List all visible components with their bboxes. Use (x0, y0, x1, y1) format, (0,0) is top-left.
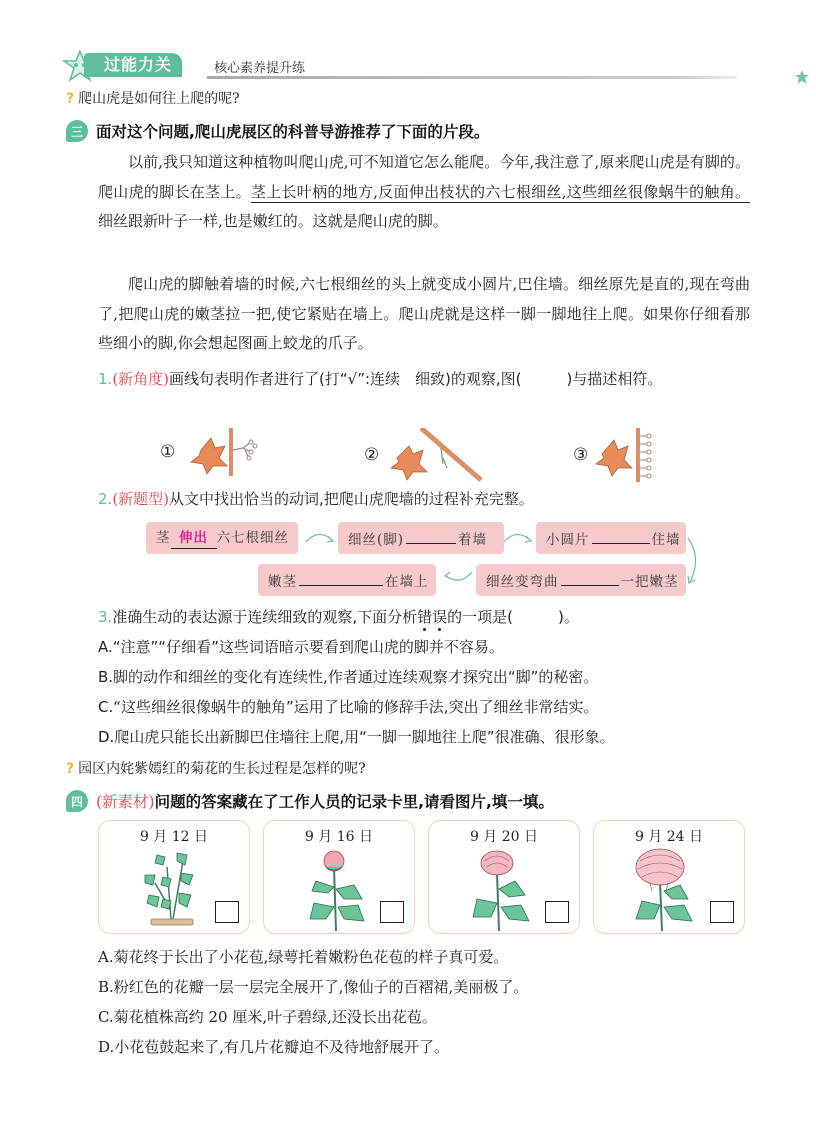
record-card (593, 820, 745, 934)
guiding-question-text: 爬山虎是如何往上爬的呢? (78, 91, 240, 107)
option-b[interactable]: B.脚的动作和细丝的变化有连续性,作者通过连续观察才探究出“脚”的秘密。 (98, 668, 599, 686)
chrysanthemum-bud-icon (292, 847, 382, 931)
flow-text: 嫩茎 (268, 574, 297, 590)
passage-text: 以前,我只知道这种植物叫爬山虎,可不知道它怎么能爬。今年,我注意了,原来爬山虎是有脚的。爬山虎的脚长在茎上。 (98, 153, 750, 201)
question-text: 的一项是( )。 (447, 608, 579, 626)
ivy-leaf-branching-tendril-icon (181, 428, 271, 476)
question-tag: (新角度) (112, 370, 170, 388)
question-tag: (新题型) (112, 490, 170, 508)
record-card (98, 820, 250, 934)
section-3-title: 面对这个问题,爬山虎展区的科普导游推荐了下面的片段。 (96, 123, 490, 141)
passage-paragraph-2: 爬山虎的脚触着墙的时候,六七根细丝的头上就变成小圆片,巴住墙。细丝原先是直的,现在弯曲了,把爬山虎的嫩茎拉一把,使它紧贴在墙上。爬山虎就是这样一脚一脚地往上爬。如果你仔细看那些细小的脚,你会想起图画上蛟龙的爪子。 (98, 275, 750, 352)
emphasis-char: 错 (417, 608, 433, 626)
option-c: C.菊花植株高约 20 厘米,叶子碧绿,还没长出花苞。 (98, 1008, 437, 1026)
figure-label: ① (160, 442, 176, 462)
ivy-leaf-angled-stem-icon (385, 428, 485, 482)
flow-answer-blank[interactable] (561, 564, 619, 586)
passage-text: 细丝跟新叶子一样,也是嫩红的。这就是爬山虎的脚。 (98, 212, 448, 230)
flow-text: 六七根细丝 (216, 530, 289, 546)
underlined-sentence: 茎上长叶柄的地方,反面伸出枝状的六七根细丝,这些细丝很像蜗牛的触角。 (250, 182, 750, 201)
flow-text: 着墙 (458, 532, 488, 548)
answer-box[interactable] (215, 901, 239, 923)
question-mark-icon: ? (66, 91, 75, 107)
flow-answer-blank[interactable] (299, 564, 383, 586)
flow-step-3 (536, 522, 686, 554)
passage-paragraph-1 (98, 148, 750, 237)
flow-text: 住墙 (651, 532, 681, 548)
figure-label: ② (364, 445, 380, 465)
figure-3[interactable] (573, 428, 664, 482)
section-number-icon: 四 (66, 790, 88, 812)
record-card (428, 820, 580, 934)
emphasis-char: 误 (432, 608, 448, 626)
card-date: 9 月 20 日 (469, 829, 539, 845)
section-4-options (98, 942, 758, 1062)
flow-step-4 (476, 564, 686, 596)
question-text: 画线句表明作者进行了(打“√”:连续 细致)的观察,图( )与描述相符。 (169, 370, 663, 388)
option-c[interactable]: C.“这些细丝很像蜗牛的触角”运用了比喻的修辞手法,突出了细丝非常结实。 (98, 698, 599, 716)
question-number: 3. (98, 608, 113, 626)
question-2 (98, 484, 753, 514)
header-divider (207, 76, 737, 79)
flow-answer-blank[interactable] (406, 522, 456, 544)
chrysanthemum-full-bloom-icon (622, 847, 712, 931)
question-text: 从文中找出恰当的动词,把爬山虎爬墙的过程补充完整。 (169, 490, 534, 508)
arrow-right-icon (304, 528, 338, 546)
section-3-heading (66, 120, 489, 142)
figure-2[interactable] (364, 428, 485, 482)
guiding-question-text: 园区内姹紫嫣红的菊花的生长过程是怎样的呢? (78, 761, 366, 777)
flow-answer-blank[interactable] (592, 522, 650, 544)
flow-text: 细丝(脚) (348, 532, 405, 548)
guiding-question (66, 88, 240, 108)
arrow-right-icon (502, 528, 536, 546)
flow-step-2 (338, 522, 504, 554)
chrysanthemum-half-open-icon (457, 847, 547, 931)
question-number: 1. (98, 370, 113, 388)
option-a[interactable]: A.“注意”“仔细看”这些词语暗示要看到爬山虎的脚并不容易。 (98, 638, 504, 656)
flow-step-1 (146, 522, 298, 554)
card-date: 9 月 12 日 (139, 829, 209, 845)
figure-1[interactable] (160, 428, 271, 476)
record-card (263, 820, 415, 934)
header-subtitle: 核心素养提升练 (214, 61, 306, 76)
question-number: 2. (98, 490, 113, 508)
option-d: D.小花苞鼓起来了,有几片花瓣迫不及待地舒展开了。 (98, 1038, 450, 1056)
option-a: A.菊花终于长出了小花苞,绿萼托着嫩粉色花苞的样子真可爱。 (98, 948, 509, 966)
option-b: B.粉红色的花瓣一层一层完全展开了,像仙子的百褶裙,美丽极了。 (98, 978, 529, 996)
section-4-title: 问题的答案藏在了工作人员的记录卡里,请看图片,填一填。 (154, 793, 554, 811)
question-3 (98, 602, 753, 632)
question-mark-icon: ? (66, 761, 75, 777)
option-d[interactable]: D.爬山虎只能长出新脚巴住墙往上爬,用“一脚一脚地往上爬”很准确、很形象。 (98, 728, 615, 746)
question-tag: (新素材) (96, 793, 155, 811)
flow-step-5 (258, 564, 436, 596)
card-date: 9 月 24 日 (634, 829, 704, 845)
ivy-leaf-round-pad-tendrils-icon (594, 428, 664, 482)
arrow-left-icon (440, 568, 474, 586)
figure-label: ③ (573, 445, 589, 465)
answer-box[interactable] (545, 901, 569, 923)
answer-box[interactable] (380, 901, 404, 923)
flow-text: 茎 (156, 530, 171, 546)
question-3-options (98, 632, 753, 752)
star-icon (795, 70, 809, 84)
flow-text: 在墙上 (385, 574, 429, 590)
section-number-icon: 三 (66, 120, 88, 142)
arrow-down-icon (684, 536, 702, 586)
flow-text: 小圆片 (546, 532, 590, 548)
section-4-heading (66, 790, 554, 812)
guiding-question (66, 758, 366, 778)
flow-text: 一把嫩茎 (620, 574, 679, 590)
card-date: 9 月 16 日 (304, 829, 374, 845)
potted-plant-leaves-icon (127, 847, 217, 931)
section-badge: 过能力关 (84, 53, 182, 77)
page-header (62, 50, 752, 80)
question-1 (98, 364, 753, 394)
answer-box[interactable] (710, 901, 734, 923)
flow-text: 细丝变弯曲 (486, 574, 559, 590)
question-text: 准确生动的表达源于连续细致的观察,下面分析 (112, 608, 418, 626)
flow-answer-blank[interactable]: 伸出 (171, 527, 217, 549)
